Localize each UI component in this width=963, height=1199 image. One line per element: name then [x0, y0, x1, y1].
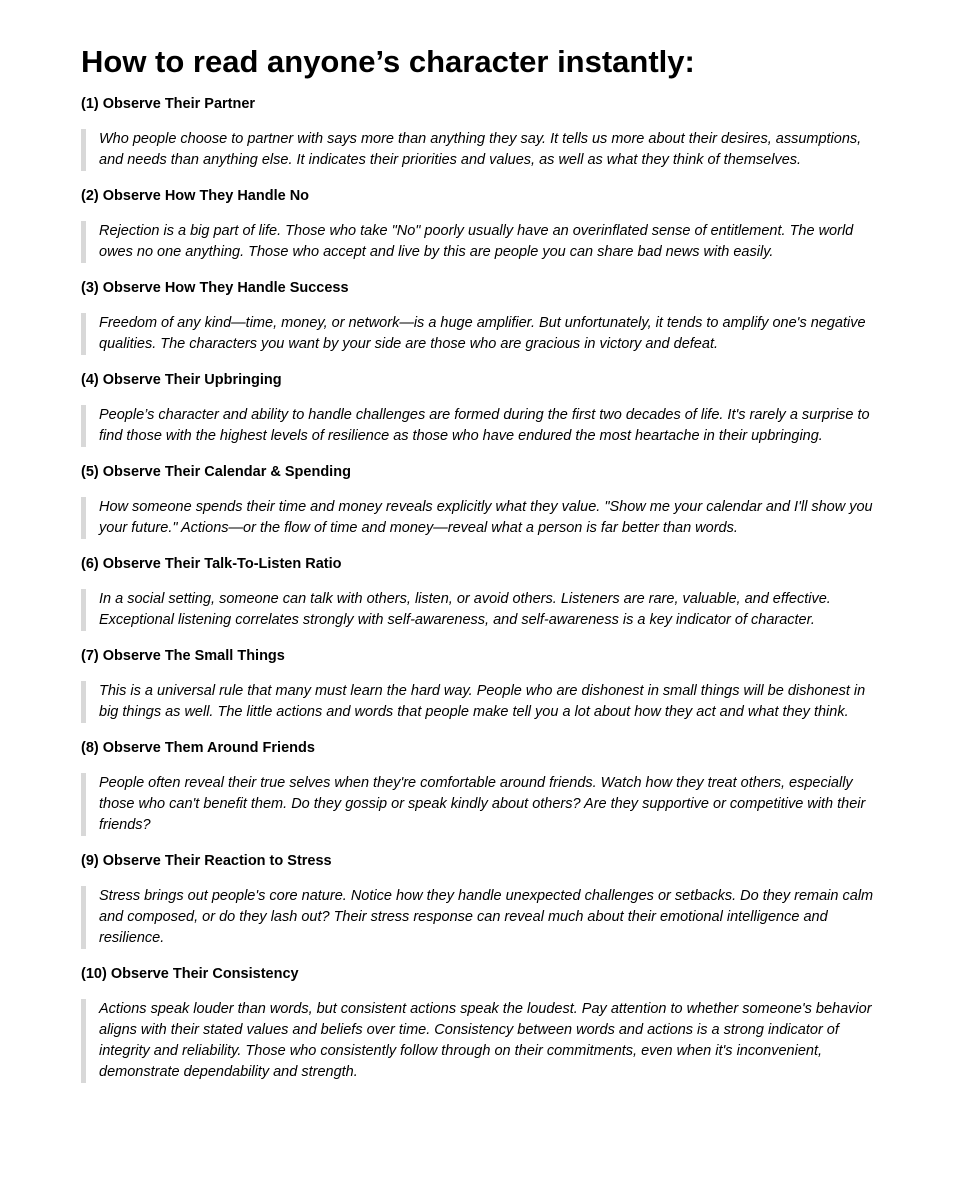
section-7 — [81, 646, 881, 723]
section-3 — [81, 278, 881, 355]
section-quote: Stress brings out people's core nature. Notice how they handle unexpected challenges or setbacks. Do they remain calm and composed, or do they lash out? Their stress response can reveal much about their emotional intelligence and resilience. — [81, 886, 874, 949]
section-heading: (1) Observe Their Partner — [81, 96, 256, 112]
section-heading: (5) Observe Their Calendar & Spending — [81, 464, 351, 480]
section-10 — [81, 964, 881, 1083]
section-quote: Freedom of any kind—time, money, or network—is a huge amplifier. But unfortunately, it tends to amplify one's negative qualities. The characters you want by your side are those who are gracious in victory and defeat. — [81, 313, 874, 355]
section-2 — [81, 186, 881, 263]
section-heading: (6) Observe Their Talk-To-Listen Ratio — [81, 556, 342, 572]
section-heading: (10) Observe Their Consistency — [81, 966, 299, 982]
section-quote: People often reveal their true selves when they're comfortable around friends. Watch how they treat others, especially those who can't benefit them. Do they gossip or speak kindly about others? Are they supportive or competitive with their friends? — [81, 773, 874, 836]
section-quote: People’s character and ability to handle challenges are formed during the first two decades of life. It's rarely a surprise to find those with the highest levels of resilience as those who have endured the most heartache in their upbringing. — [81, 405, 874, 447]
section-5 — [81, 462, 881, 539]
section-heading: (9) Observe Their Reaction to Stress — [81, 853, 332, 869]
section-4 — [81, 370, 881, 447]
section-6 — [81, 554, 881, 631]
page-title: How to read anyone’s character instantly: — [81, 44, 695, 79]
section-quote: In a social setting, someone can talk with others, listen, or avoid others. Listeners are rare, valuable, and effective. Exceptional listening correlates strongly with self-awareness, and self-awareness is a key indicator of character. — [81, 589, 874, 631]
section-quote: How someone spends their time and money reveals explicitly what they value. "Show me your calendar and I'll show you your future." Actions—or the flow of time and money—reveal what a person is far better than words. — [81, 497, 874, 539]
section-8 — [81, 738, 881, 836]
sections-list — [81, 94, 881, 1083]
section-heading: (8) Observe Them Around Friends — [81, 740, 315, 756]
section-quote: Who people choose to partner with says more than anything they say. It tells us more about their desires, assumptions, and needs than anything else. It indicates their priorities and values, as well as what they think of themselves. — [81, 129, 874, 171]
section-quote: Rejection is a big part of life. Those who take "No" poorly usually have an overinflated sense of entitlement. The world owes no one anything. Those who accept and live by this are people you can share bad news with easily. — [81, 221, 874, 263]
section-9 — [81, 851, 881, 949]
section-1 — [81, 94, 881, 171]
section-quote: Actions speak louder than words, but consistent actions speak the loudest. Pay attention to whether someone's behavior aligns with their stated values and beliefs over time. Consistency between words and actions is a strong indicator of integrity and reliability. Those who consistently follow through on their commitments, even when it's inconvenient, demonstrate dependability and strength. — [81, 999, 874, 1083]
section-quote: This is a universal rule that many must learn the hard way. People who are dishonest in small things will be dishonest in big things as well. The little actions and words that people make tell you a lot about how they act and what they think. — [81, 681, 874, 723]
section-heading: (7) Observe The Small Things — [81, 648, 285, 664]
section-heading: (4) Observe Their Upbringing — [81, 372, 282, 388]
section-heading: (3) Observe How They Handle Success — [81, 280, 349, 296]
section-heading: (2) Observe How They Handle No — [81, 188, 310, 204]
